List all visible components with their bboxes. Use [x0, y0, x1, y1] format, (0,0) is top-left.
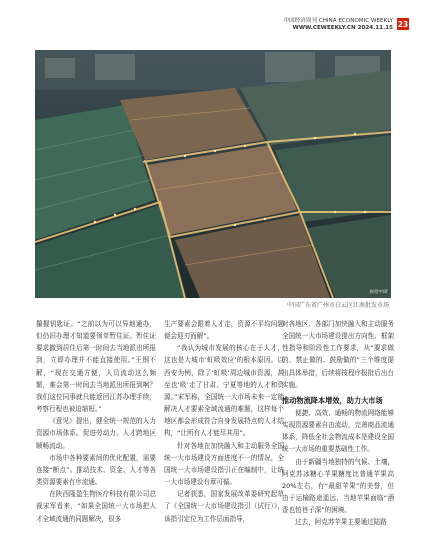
- article-column-2: [164, 318, 284, 525]
- article-column-1: [36, 318, 156, 525]
- paragraph: “我认为城市发展的核心在于人才，这也是大城市‘虹吸效应’的根本原因。以西安为例，除了‘虹吸’周边城市资源，甚至也‘吸’走了甘肃、宁夏等地的人才和资源。”宋军称，全国统一大市场未来一定能解决人才要素全域流通的难题，这样每个地区都会形成符合自身发展特点的人才结构，“让所有人才能尽其用”。: [164, 344, 284, 438]
- magazine-brand: 中国经济周刊 CHINA ECONOMIC WEEKLY: [283, 18, 393, 24]
- photo-watermark: 视觉中国: [369, 290, 387, 295]
- paragraph: 市场中各种要素间的优化配置，需要连接“断点”。推动技术、资金、人才等各类资源要素有序流通。: [36, 453, 156, 487]
- paragraph: 在陕西隆盈生物医疗科技有限公司总裁宋军看来，“如果全国统一大市场把人才全域流通的同题解决，很多: [36, 490, 156, 523]
- article-column-3: [282, 318, 394, 529]
- paragraph: 生产要素会跟着人才走，资源不平均问题便会迎刃而解”。: [164, 320, 284, 341]
- page-number: 23: [397, 19, 409, 29]
- paragraph: 攥握钥匙证。“之前以为可以异地通办，但仍旧办理才知道要领单暂住证。暂住证要求撤到居住后第一时间去当地派出所报到，立即办理并不能直接使用。”王钢不解，“现在交通方便，人员流动这么频繁，难会第一时间去当地派出所报到啊？我们这位同事就只能返回江苏办理手续，考察行程也被迫缩短。”: [36, 320, 156, 414]
- market-aerial-illustration: [35, 50, 391, 298]
- paragraph: 《意见》提出，健全统一规范的人力资源市场体系。促进劳动力、人才跨地区顺畅流动。: [36, 417, 156, 450]
- page-header: [283, 18, 409, 32]
- market-aerial-photo: [35, 50, 391, 298]
- paragraph: 过去，阿克苏苹果主要通过陆路: [295, 518, 387, 527]
- paragraph: 对各地区、各部门加快融入和主动服务全国统一大市场建设提出方向性、框架性指导和阶段性工作要求，从“要求做的、禁止做的、鼓励做的”三个维度提出具体举措，后续将按程序报批后出台实施。: [282, 320, 394, 389]
- section-heading: 推动物流降本增效，助力大市场: [282, 395, 383, 405]
- paragraph: 便捷、高效、通畅的物流网络能够实现资源要素自由流动，完善商品流通体系，降低全社会物流成本是建设全国统一大市场的重要基础性工作。: [282, 408, 394, 454]
- website-date: WWW.CEWEEKLY.CN 2024.11.15: [292, 24, 393, 31]
- paragraph: 针对各地在加快融入和主动服务全国统一大市场建设方面进度不一的情况，全国统一大市场建设指引正在编制中，让统一大市场建设有章可循。: [164, 441, 284, 487]
- paragraph: 由于新疆当地独特的气候、土壤，阿克苏冰糖心苹果糖度比普通苹果高20%左右，有“最甜苹果”的美誉，但由于运输路途遥远，当地苹果面临“酒香也怕巷子深”的困境。: [282, 457, 394, 515]
- header-text: [283, 18, 393, 31]
- paragraph: 记者获悉，国家发展改革委研究起草了《全国统一大市场建设指引（试行）》，该指引定位为工作层面指导，: [164, 490, 284, 523]
- photo-caption: 中国广东省广州市白云区江南批发市场: [286, 302, 389, 309]
